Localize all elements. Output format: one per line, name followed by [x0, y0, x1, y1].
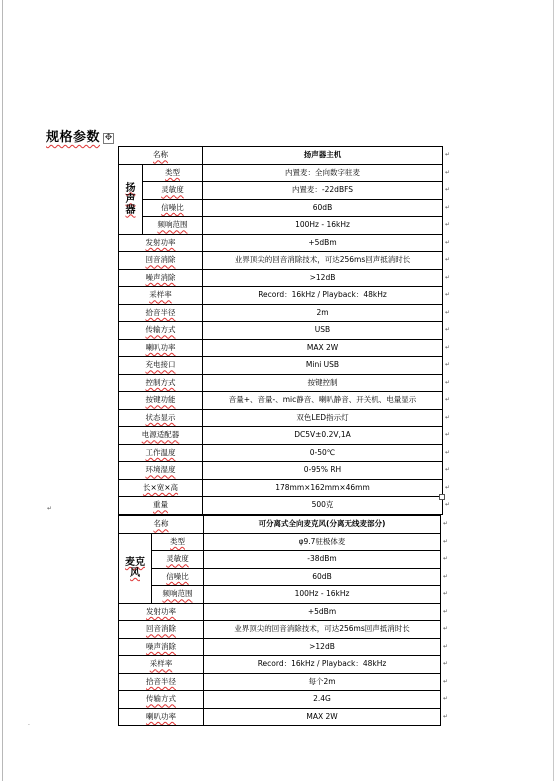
spec-label: 噪声消除 [119, 638, 204, 656]
row-end-mark: ↵ [445, 361, 451, 368]
spec-value: 每个2m [204, 673, 441, 691]
spec-label: 名称 [119, 516, 204, 534]
spec-label: 名称 [119, 147, 203, 165]
spec-value: 100Hz - 16kHz [204, 586, 441, 604]
row-end-mark: ↵ [445, 256, 451, 263]
section-heading: 规格参数 [46, 130, 101, 145]
table-row [119, 322, 443, 340]
spec-value: >12dB [203, 269, 443, 287]
table-row [119, 551, 441, 569]
table-row [119, 586, 441, 604]
row-end-mark: ↵ [445, 186, 451, 193]
row-end-mark: ↵ [443, 643, 449, 650]
spec-value: 业界顶尖的回音消除技术，可达256ms回声抵消时长 [203, 252, 443, 270]
spec-label: 拾音半径 [119, 673, 204, 691]
table-row [119, 516, 441, 534]
row-end-mark: ↵ [445, 344, 451, 351]
table-move-handle-icon[interactable]: ✥ [104, 133, 113, 143]
table-row [119, 638, 441, 656]
row-end-mark: ↵ [445, 396, 451, 403]
spec-value: 2.4G [204, 691, 441, 709]
spec-label: 灵敏度 [152, 551, 204, 569]
table-row [119, 199, 443, 217]
spec-value: 0-50℃ [203, 444, 443, 462]
spec-value: 60dB [203, 199, 443, 217]
spec-value: +5dBm [203, 234, 443, 252]
row-end-mark: ↵ [443, 555, 449, 562]
row-end-mark: ↵ [443, 538, 449, 545]
spec-value: 业界顶尖的回音消除技术，可达256ms回声抵消时长 [204, 621, 441, 639]
table-row [119, 621, 441, 639]
table-row [119, 287, 443, 305]
table-row [119, 339, 443, 357]
row-end-mark: ↵ [445, 151, 451, 158]
table-row [119, 656, 441, 674]
spec-label: 传输方式 [119, 691, 204, 709]
row-end-mark: ↵ [445, 466, 451, 473]
row-end-mark: ↵ [443, 590, 449, 597]
table-row [119, 217, 443, 235]
spec-value: φ9.7驻极体麦 [204, 533, 441, 551]
spec-value: 178mm×162mm×46mm [203, 479, 443, 497]
table-row [119, 708, 441, 726]
table-row [119, 409, 443, 427]
table-row [119, 568, 441, 586]
spec-label: 频响范围 [143, 217, 203, 235]
spec-value: 扬声器主机 [203, 147, 443, 165]
row-end-mark: ↵ [443, 695, 449, 702]
spec-label: 环境湿度 [119, 462, 203, 480]
spec-value: DC5V±0.2V,1A [203, 427, 443, 445]
row-end-mark: ↵ [445, 431, 451, 438]
row-end-mark: ↵ [445, 326, 451, 333]
row-end-mark: ↵ [445, 204, 451, 211]
row-end-mark: ↵ [445, 239, 451, 246]
spec-value: 双色LED指示灯 [203, 409, 443, 427]
spec-label: 噪声消除 [119, 269, 203, 287]
table-row [119, 164, 443, 182]
microphone-spec-table [118, 515, 441, 726]
page-edge-left [2, 0, 3, 781]
spec-value: 100Hz - 16kHz [203, 217, 443, 235]
spec-value: 60dB [204, 568, 441, 586]
row-end-mark: ↵ [443, 608, 449, 615]
row-end-mark: ↵ [443, 520, 449, 527]
table-resize-handle[interactable] [439, 494, 445, 500]
row-end-mark: ↵ [445, 414, 451, 421]
spec-label: 频响范围 [152, 586, 204, 604]
group-label-text: 麦克风 [125, 557, 145, 579]
table-row [119, 374, 443, 392]
table-row [119, 497, 443, 515]
spec-value: Record：16kHz / Playback：48kHz [204, 656, 441, 674]
spec-value: 2m [203, 304, 443, 322]
table-row [119, 234, 443, 252]
table-row [119, 252, 443, 270]
spec-label: 类型 [143, 164, 203, 182]
row-end-mark: ↵ [443, 625, 449, 632]
row-end-mark: ↵ [445, 169, 451, 176]
spec-value: 0-95% RH [203, 462, 443, 480]
spec-value: Mini USB [203, 357, 443, 375]
group-label [119, 533, 152, 603]
spec-label: 发射功率 [119, 603, 204, 621]
table-row [119, 533, 441, 551]
spec-value: MAX 2W [203, 339, 443, 357]
table-row [119, 304, 443, 322]
spec-label: 信噪比 [152, 568, 204, 586]
table-row [119, 462, 443, 480]
spec-label: 采样率 [119, 656, 204, 674]
row-end-mark: ↵ [443, 660, 449, 667]
page-edge-right [553, 0, 554, 781]
spec-label: 状态显示 [119, 409, 203, 427]
spec-value: 可分离式全向麦克风(分离无线麦部分) [204, 516, 441, 534]
spec-value: 按键控制 [203, 374, 443, 392]
table-row [119, 269, 443, 287]
group-label-text: 扬声器 [125, 182, 136, 216]
table-row [119, 392, 443, 410]
table-row [119, 444, 443, 462]
spec-label: 回音消除 [119, 621, 204, 639]
spec-label: 电源适配器 [119, 427, 203, 445]
spec-label: 类型 [152, 533, 204, 551]
spec-label: 喇叭功率 [119, 339, 203, 357]
paragraph-mark: ↵ [47, 505, 53, 512]
row-end-mark: ↵ [445, 379, 451, 386]
spec-value: USB [203, 322, 443, 340]
spec-value: 500克 [203, 497, 443, 515]
row-end-mark: ↵ [443, 573, 449, 580]
spec-value: 内置麦：全向数字驻麦 [203, 164, 443, 182]
table-row [119, 357, 443, 375]
spec-value: 内置麦：-22dBFS [203, 182, 443, 200]
paragraph-mark: · [28, 722, 30, 729]
spec-value: Record：16kHz / Playback：48kHz [203, 287, 443, 305]
group-label [119, 164, 143, 234]
spec-label: 控制方式 [119, 374, 203, 392]
spec-value: MAX 2W [204, 708, 441, 726]
speaker-spec-table [118, 146, 443, 515]
spec-label: 发射功率 [119, 234, 203, 252]
spec-label: 采样率 [119, 287, 203, 305]
spec-label: 充电接口 [119, 357, 203, 375]
row-end-mark: ↵ [443, 713, 449, 720]
table-row [119, 182, 443, 200]
spec-label: 按键功能 [119, 392, 203, 410]
spec-label: 传输方式 [119, 322, 203, 340]
row-end-mark: ↵ [445, 501, 451, 508]
spec-label: 重量 [119, 497, 203, 515]
table-row [119, 479, 443, 497]
spec-value: 音量+、音量-、mic静音、喇叭静音、开关机、电量显示 [203, 392, 443, 410]
row-end-mark: ↵ [445, 274, 451, 281]
row-end-mark: ↵ [445, 449, 451, 456]
row-end-mark: ↵ [445, 291, 451, 298]
spec-value: -38dBm [204, 551, 441, 569]
table-row [119, 427, 443, 445]
spec-label: 灵敏度 [143, 182, 203, 200]
table-row [119, 603, 441, 621]
spec-value: +5dBm [204, 603, 441, 621]
spec-value: >12dB [204, 638, 441, 656]
spec-label: 喇叭功率 [119, 708, 204, 726]
spec-label: 回音消除 [119, 252, 203, 270]
spec-label: 长×宽×高 [119, 479, 203, 497]
table-row [119, 691, 441, 709]
table-row [119, 147, 443, 165]
row-end-mark: ↵ [445, 221, 451, 228]
table-row [119, 673, 441, 691]
spec-label: 信噪比 [143, 199, 203, 217]
row-end-mark: ↵ [443, 678, 449, 685]
spec-label: 工作温度 [119, 444, 203, 462]
row-end-mark: ↵ [445, 484, 451, 491]
spec-label: 拾音半径 [119, 304, 203, 322]
row-end-mark: ↵ [445, 309, 451, 316]
